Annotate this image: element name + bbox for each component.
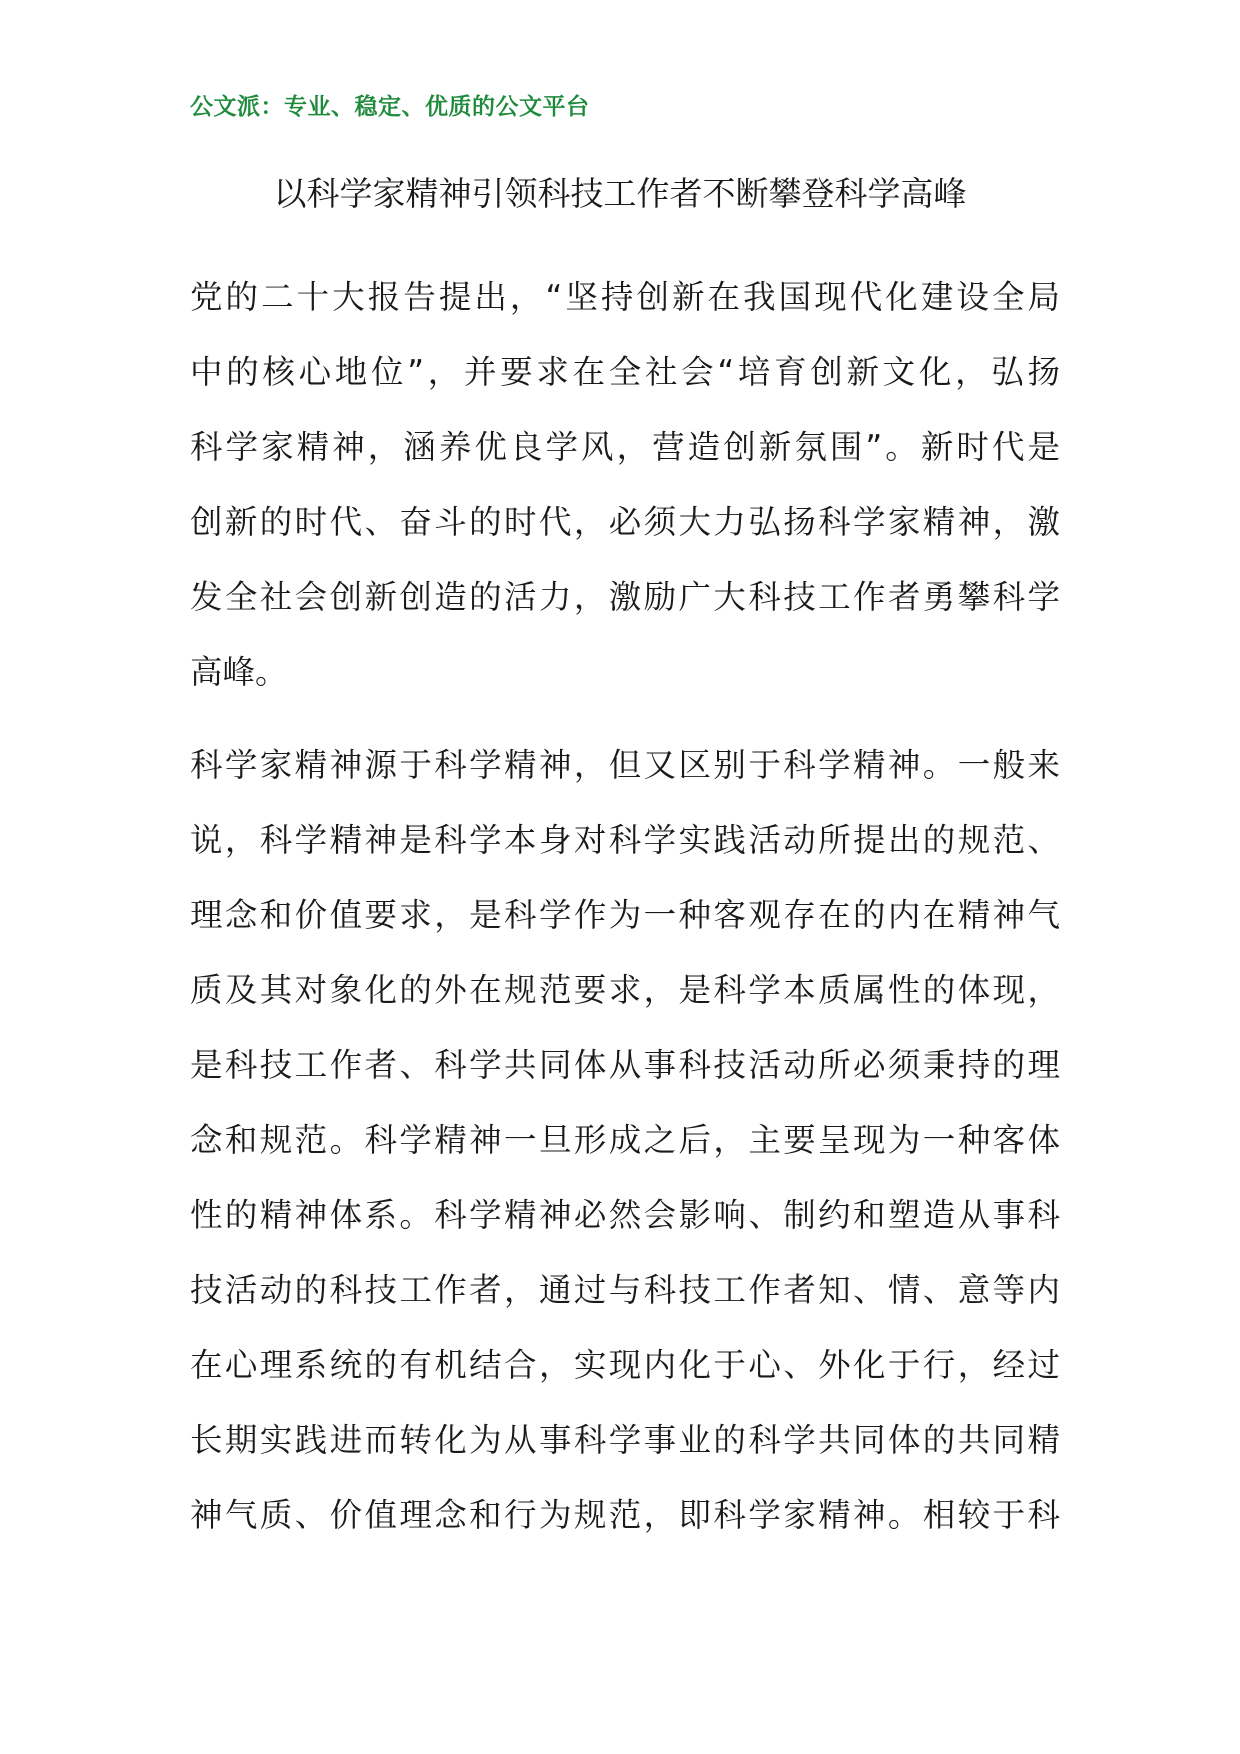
text-line: 在心理系统的有机结合，实现内化于心、外化于行，经过 — [190, 1346, 1060, 1384]
text-line: 理念和价值要求，是科学作为一种客观存在的内在精神气 — [190, 896, 1060, 934]
paragraph-2 — [190, 728, 1060, 1553]
text-line: 是科技工作者、科学共同体从事科技活动所必须秉持的理 — [190, 1046, 1060, 1084]
site-banner: 公文派：专业、稳定、优质的公文平台 — [190, 94, 590, 120]
text-line: 党的二十大报告提出，“坚持创新在我国现代化建设全局 — [190, 278, 1060, 316]
text-line: 长期实践进而转化为从事科学事业的科学共同体的共同精 — [190, 1421, 1060, 1459]
text-line: 创新的时代、奋斗的时代，必须大力弘扬科学家精神，激 — [190, 503, 1060, 541]
text-line: 念和规范。科学精神一旦形成之后，主要呈现为一种客体 — [190, 1121, 1060, 1159]
document-body — [190, 260, 1060, 1571]
text-line: 中的核心地位”，并要求在全社会“培育创新文化，弘扬 — [190, 353, 1060, 391]
text-line: 科学家精神，涵养优良学风，营造创新氛围”。新时代是 — [190, 428, 1060, 466]
paragraph-1 — [190, 260, 1060, 710]
document-title: 以科学家精神引领科技工作者不断攀登科学高峰 — [273, 174, 967, 213]
text-line: 性的精神体系。科学精神必然会影响、制约和塑造从事科 — [190, 1196, 1060, 1234]
text-line: 高峰。 — [190, 653, 288, 691]
text-line: 神气质、价值理念和行为规范，即科学家精神。相较于科 — [190, 1496, 1060, 1534]
text-line: 说，科学精神是科学本身对科学实践活动所提出的规范、 — [190, 821, 1060, 859]
text-line: 科学家精神源于科学精神，但又区别于科学精神。一般来 — [190, 746, 1060, 784]
text-line: 质及其对象化的外在规范要求，是科学本质属性的体现， — [190, 971, 1060, 1009]
text-line: 发全社会创新创造的活力，激励广大科技工作者勇攀科学 — [190, 578, 1060, 616]
text-line: 技活动的科技工作者，通过与科技工作者知、情、意等内 — [190, 1271, 1060, 1309]
